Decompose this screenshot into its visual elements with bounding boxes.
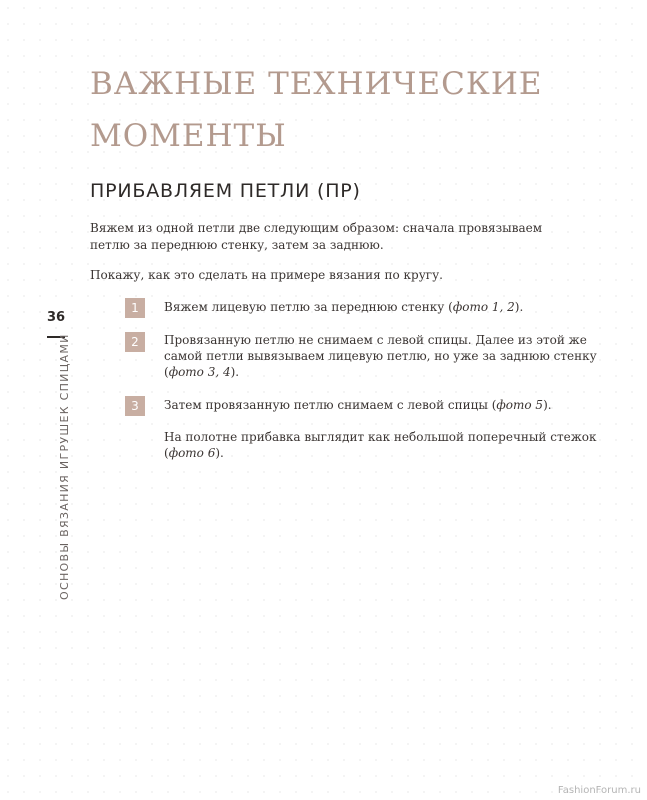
- step-text-3: [164, 397, 604, 413]
- section-heading: ПРИБАВЛЯЕМ ПЕТЛИ (ПР): [90, 180, 361, 202]
- step-3-photo-ref: фото 5: [496, 398, 544, 412]
- note-line-2: [164, 445, 604, 461]
- step-2-line-2: самой петли вывязываем лицевую петлю, но уже за заднюю стенку: [164, 349, 597, 363]
- step-text-1: [164, 299, 604, 315]
- note-open: (: [164, 446, 169, 460]
- step-2-line-1: Провязанную петлю не снимаем с левой спицы. Далее из этой же: [164, 333, 587, 347]
- page-title-line-2: МОМЕНТЫ: [90, 118, 287, 154]
- step-2-photo-ref: фото 3, 4: [168, 365, 231, 379]
- page-title: [90, 58, 550, 162]
- watermark: FashionForum.ru: [557, 785, 641, 796]
- step-2-open: (: [164, 365, 169, 379]
- page-number: 36: [47, 310, 66, 325]
- intro-line-2: петлю за переднюю стенку, затем за заднюю.: [90, 238, 384, 252]
- step-number-2: 2: [125, 332, 145, 352]
- step-note: [164, 429, 604, 461]
- lead-paragraph: Покажу, как это сделать на примере вязания по кругу.: [90, 268, 443, 282]
- step-1-photo-ref: фото 1, 2: [452, 300, 515, 314]
- step-1-end: ).: [514, 300, 524, 314]
- step-number-3: 3: [125, 396, 145, 416]
- note-photo-ref: фото 6: [168, 446, 216, 460]
- step-text-2: [164, 332, 604, 380]
- note-line-1: На полотне прибавка выглядит как небольшой поперечный стежок: [164, 430, 597, 444]
- intro-line-1: Вяжем из одной петли две следующим образом: сначала провязываем: [90, 221, 543, 235]
- side-caption: ОСНОВЫ ВЯЗАНИЯ ИГРУШЕК СПИЦАМИ: [58, 333, 71, 600]
- page-title-line-1: ВАЖНЫЕ ТЕХНИЧЕСКИЕ: [90, 66, 543, 102]
- note-end: ).: [215, 446, 224, 460]
- step-2-end: ).: [230, 365, 240, 379]
- step-1-text: Вяжем лицевую петлю за переднюю стенку (: [164, 300, 453, 314]
- intro-paragraph: [90, 220, 550, 254]
- step-3-end: ).: [543, 398, 552, 412]
- step-2-line-3: [164, 364, 604, 380]
- step-3-text: Затем провязанную петлю снимаем с левой спицы (: [164, 398, 497, 412]
- step-number-1: 1: [125, 298, 145, 318]
